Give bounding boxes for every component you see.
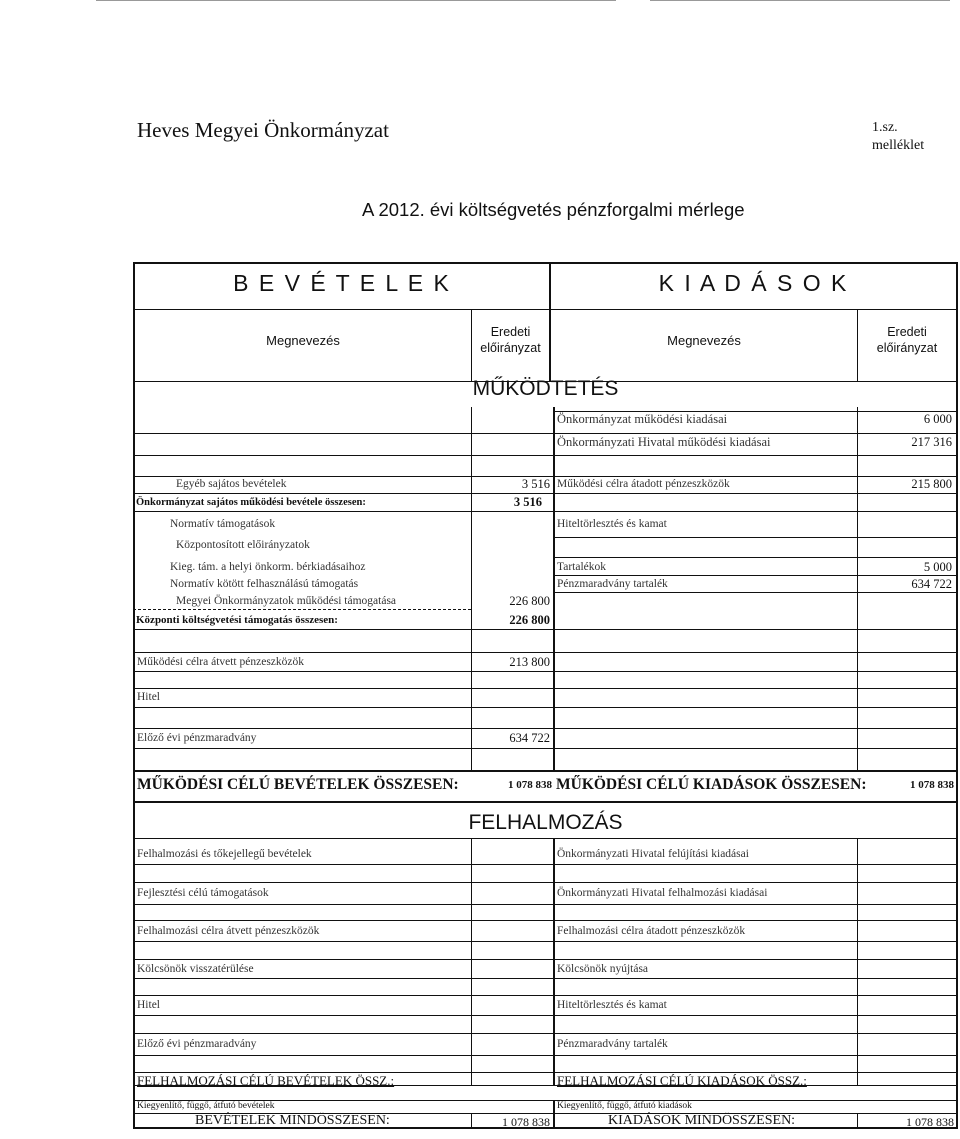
income-row-value: 213 800 bbox=[509, 655, 550, 669]
income-row-label: Kieg. tám. a helyi önkorm. bérkiadásaihoz bbox=[170, 561, 366, 573]
capital-expense-label: Pénzmaradvány tartalék bbox=[557, 1038, 668, 1050]
annex-number: 1.sz. bbox=[872, 120, 898, 135]
grand-expense-total-label: KIADÁSOK MINDÖSSZESEN: bbox=[608, 1113, 796, 1128]
expense-row-label: Működési célra átadott pénzeszközök bbox=[557, 478, 730, 490]
capital-expense-total-label: FELHALMOZÁSI CÉLÚ KIADÁSOK ÖSSZ.: bbox=[557, 1073, 807, 1088]
capital-section-title: FELHALMOZÁS bbox=[468, 811, 623, 834]
income-row-label: Hitel bbox=[137, 691, 160, 703]
income-row-value: 3 516 bbox=[521, 477, 550, 491]
capital-expense-label: Kölcsönök nyújtása bbox=[557, 963, 649, 975]
transit-expense-label: Kiegyenlítő, függő, átfutó kiadások bbox=[557, 1101, 692, 1111]
expense-row-value: 6 000 bbox=[923, 412, 952, 426]
grand-income-total-value: 1 078 838 bbox=[502, 1115, 550, 1129]
income-subtotal-value: 3 516 bbox=[513, 495, 542, 509]
capital-expense-label: Önkormányzati Hivatal felhalmozási kiadásai bbox=[557, 887, 768, 899]
income-row-label: Központosított előirányzatok bbox=[176, 539, 310, 551]
capital-expense-label: Önkormányzati Hivatal felújítási kiadásai bbox=[557, 848, 749, 860]
expense-row-label: Hiteltörlesztés és kamat bbox=[557, 518, 667, 530]
income-row-label: Előző évi pénzmaradvány bbox=[137, 732, 257, 744]
expense-row-label: Önkormányzat működési kiadásai bbox=[557, 412, 728, 426]
expense-name-header: Megnevezés bbox=[667, 333, 741, 348]
grand-expense-total-value: 1 078 838 bbox=[906, 1115, 954, 1129]
capital-income-label: Fejlesztési célú támogatások bbox=[137, 887, 269, 899]
expense-heading: K I A D Á S O K bbox=[658, 270, 849, 296]
grand-income-total-label: BEVÉTELEK MINDÖSSZESEN: bbox=[195, 1113, 390, 1128]
income-name-header: Megnevezés bbox=[266, 333, 340, 348]
expense-row-value: 215 800 bbox=[911, 477, 952, 491]
capital-income-label: Előző évi pénzmaradvány bbox=[137, 1038, 257, 1050]
income-row-label: Normatív támogatások bbox=[170, 518, 276, 530]
income-row-value: 226 800 bbox=[509, 594, 550, 608]
expense-row-value: 5 000 bbox=[923, 560, 952, 574]
income-amount-header: Eredeti előirányzat bbox=[480, 325, 541, 355]
capital-income-label: Felhalmozási és tőkejellegű bevételek bbox=[137, 848, 312, 860]
income-subtotal-label: Önkormányzat sajátos működési bevétele összesen: bbox=[136, 497, 366, 508]
page-title: A 2012. évi költségvetés pénzforgalmi mérlege bbox=[362, 199, 745, 220]
income-subtotal-label: Központi költségvetési támogatás összesen: bbox=[136, 614, 338, 626]
capital-income-label: Kölcsönök visszatérülése bbox=[137, 963, 254, 975]
expense-row-value: 217 316 bbox=[911, 435, 952, 449]
annex-label: melléklet bbox=[872, 138, 925, 153]
income-heading: B E V É T E L E K bbox=[233, 270, 451, 296]
income-row-value: 634 722 bbox=[509, 731, 550, 745]
capital-expense-label: Felhalmozási célra átadott pénzeszközök bbox=[557, 925, 746, 937]
expense-row-label: Önkormányzati Hivatal működési kiadásai bbox=[557, 435, 771, 449]
capital-expense-label: Hiteltörlesztés és kamat bbox=[557, 999, 667, 1011]
income-subtotal-value: 226 800 bbox=[509, 613, 550, 627]
operating-expense-total-label: MŰKÖDÉSI CÉLÚ KIADÁSOK ÖSSZESEN: bbox=[556, 776, 867, 793]
income-row-label: Megyei Önkormányzatok működési támogatása bbox=[176, 595, 397, 607]
income-row-label: Egyéb sajátos bevételek bbox=[176, 478, 287, 490]
expense-row-value: 634 722 bbox=[911, 577, 952, 591]
operating-income-total-label: MŰKÖDÉSI CÉLÚ BEVÉTELEK ÖSSZESEN: bbox=[137, 776, 459, 793]
income-row-label: Működési célra átvett pénzeszközök bbox=[137, 656, 305, 668]
capital-income-label: Felhalmozási célra átvett pénzeszközök bbox=[137, 925, 320, 937]
org-name: Heves Megyei Önkormányzat bbox=[137, 118, 389, 142]
expense-amount-header: Eredeti előirányzat bbox=[876, 325, 938, 355]
transit-income-label: Kiegyenlítő, függő, átfutó bevételek bbox=[137, 1101, 275, 1111]
capital-income-total-label: FELHALMOZÁSI CÉLÚ BEVÉTELEK ÖSSZ.: bbox=[137, 1073, 395, 1088]
operating-section-title: MŰKÖDTETÉS bbox=[472, 377, 619, 400]
capital-income-label: Hitel bbox=[137, 999, 160, 1011]
expense-row-label: Pénzmaradvány tartalék bbox=[557, 578, 668, 590]
operating-income-total-value: 1 078 838 bbox=[508, 779, 552, 791]
operating-expense-total-value: 1 078 838 bbox=[910, 779, 954, 791]
expense-row-label: Tartalékok bbox=[557, 561, 607, 573]
income-row-label: Normatív kötött felhasználású támogatás bbox=[170, 578, 359, 590]
